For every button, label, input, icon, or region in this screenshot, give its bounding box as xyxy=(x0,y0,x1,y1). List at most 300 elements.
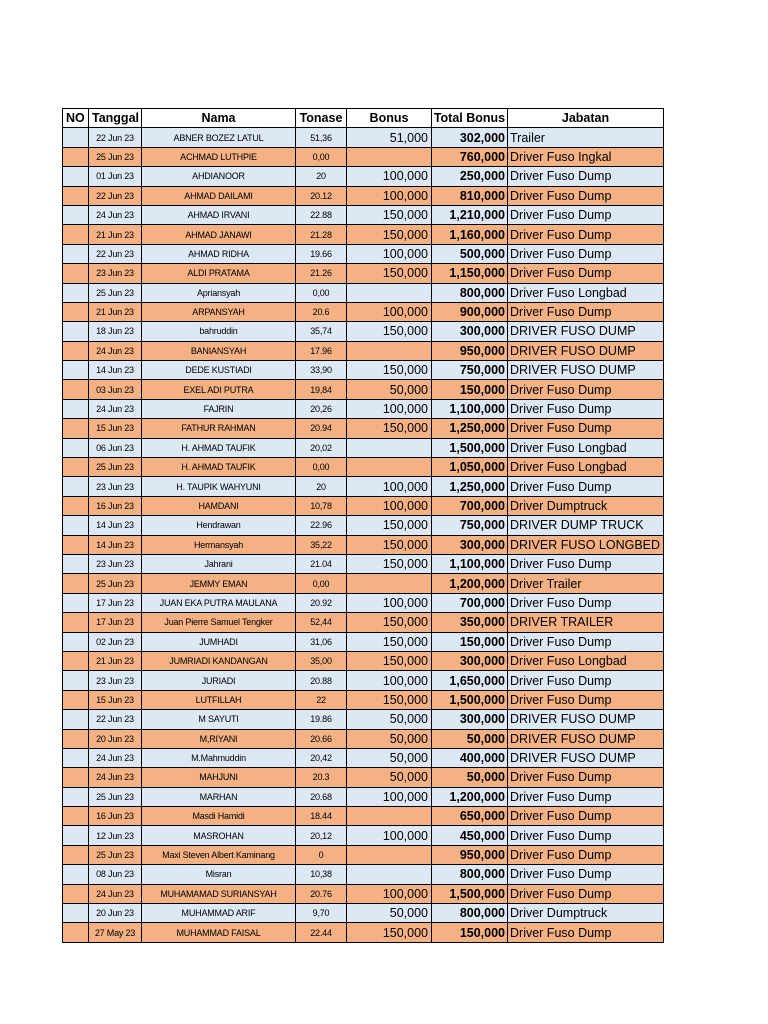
cell-tonase: 20,26 xyxy=(296,399,347,418)
cell-tanggal: 27 May 23 xyxy=(89,923,142,942)
cell-bonus xyxy=(347,807,432,826)
cell-no xyxy=(63,748,89,767)
cell-jabatan: Driver Fuso Dump xyxy=(508,923,664,942)
cell-tonase: 22.96 xyxy=(296,516,347,535)
cell-jabatan: DRIVER FUSO DUMP xyxy=(508,341,664,360)
table-row xyxy=(63,496,664,515)
cell-bonus: 50,000 xyxy=(347,904,432,923)
table-row xyxy=(63,225,664,244)
table-row xyxy=(63,128,664,147)
cell-tanggal: 21 Jun 23 xyxy=(89,302,142,321)
cell-no xyxy=(63,535,89,554)
cell-no xyxy=(63,690,89,709)
cell-bonus: 50,000 xyxy=(347,710,432,729)
cell-no xyxy=(63,244,89,263)
header-nama: Nama xyxy=(142,109,296,128)
cell-jabatan: Driver Fuso Dump xyxy=(508,205,664,224)
cell-bonus: 100,000 xyxy=(347,186,432,205)
cell-tanggal: 25 Jun 23 xyxy=(89,147,142,166)
cell-bonus: 100,000 xyxy=(347,671,432,690)
cell-total-bonus: 1,250,000 xyxy=(432,477,508,496)
cell-tonase: 20.12 xyxy=(296,186,347,205)
cell-total-bonus: 800,000 xyxy=(432,865,508,884)
cell-bonus: 150,000 xyxy=(347,690,432,709)
header-jabatan: Jabatan xyxy=(508,109,664,128)
cell-nama: JURIADI xyxy=(142,671,296,690)
cell-no xyxy=(63,477,89,496)
table-row xyxy=(63,283,664,302)
cell-tonase: 10,78 xyxy=(296,496,347,515)
cell-no xyxy=(63,729,89,748)
cell-nama: EXEL ADI PUTRA xyxy=(142,380,296,399)
cell-no xyxy=(63,632,89,651)
cell-total-bonus: 810,000 xyxy=(432,186,508,205)
cell-jabatan: Driver Dumptruck xyxy=(508,904,664,923)
cell-tonase: 20.94 xyxy=(296,419,347,438)
cell-bonus xyxy=(347,458,432,477)
cell-jabatan: Driver Fuso Longbad xyxy=(508,438,664,457)
cell-no xyxy=(63,884,89,903)
table-row xyxy=(63,361,664,380)
cell-tanggal: 24 Jun 23 xyxy=(89,341,142,360)
table-row xyxy=(63,729,664,748)
cell-tonase: 19,84 xyxy=(296,380,347,399)
cell-no xyxy=(63,516,89,535)
cell-bonus: 50,000 xyxy=(347,748,432,767)
cell-tonase: 20 xyxy=(296,477,347,496)
cell-jabatan: DRIVER FUSO DUMP xyxy=(508,361,664,380)
cell-jabatan: DRIVER FUSO DUMP xyxy=(508,729,664,748)
cell-no xyxy=(63,613,89,632)
cell-jabatan: Driver Fuso Dump xyxy=(508,380,664,399)
cell-tanggal: 08 Jun 23 xyxy=(89,865,142,884)
cell-total-bonus: 300,000 xyxy=(432,710,508,729)
cell-bonus: 100,000 xyxy=(347,593,432,612)
cell-bonus: 51,000 xyxy=(347,128,432,147)
cell-total-bonus: 1,100,000 xyxy=(432,554,508,573)
cell-tonase: 22.88 xyxy=(296,205,347,224)
table-row xyxy=(63,399,664,418)
cell-nama: Misran xyxy=(142,865,296,884)
cell-bonus: 150,000 xyxy=(347,205,432,224)
cell-no xyxy=(63,593,89,612)
cell-no xyxy=(63,438,89,457)
cell-jabatan: Driver Fuso Dump xyxy=(508,225,664,244)
cell-tanggal: 24 Jun 23 xyxy=(89,884,142,903)
table-row xyxy=(63,690,664,709)
table-row xyxy=(63,613,664,632)
cell-no xyxy=(63,845,89,864)
table-row xyxy=(63,438,664,457)
cell-tanggal: 12 Jun 23 xyxy=(89,826,142,845)
cell-jabatan: DRIVER FUSO DUMP xyxy=(508,710,664,729)
cell-nama: H. TAUPIK WAHYUNI xyxy=(142,477,296,496)
table-row xyxy=(63,632,664,651)
cell-total-bonus: 500,000 xyxy=(432,244,508,263)
cell-jabatan: Driver Dumptruck xyxy=(508,496,664,515)
cell-tanggal: 21 Jun 23 xyxy=(89,651,142,670)
cell-total-bonus: 150,000 xyxy=(432,380,508,399)
cell-tonase: 22.44 xyxy=(296,923,347,942)
cell-jabatan: DRIVER FUSO LONGBED xyxy=(508,535,664,554)
cell-jabatan: Driver Fuso Dump xyxy=(508,264,664,283)
cell-nama: MUHAMMAD FAISAL xyxy=(142,923,296,942)
header-bonus: Bonus xyxy=(347,109,432,128)
cell-nama: FAJRIN xyxy=(142,399,296,418)
cell-tanggal: 25 Jun 23 xyxy=(89,787,142,806)
cell-tanggal: 24 Jun 23 xyxy=(89,748,142,767)
cell-tonase: 20.88 xyxy=(296,671,347,690)
cell-no xyxy=(63,826,89,845)
cell-tanggal: 24 Jun 23 xyxy=(89,399,142,418)
table-row xyxy=(63,807,664,826)
cell-no xyxy=(63,904,89,923)
cell-total-bonus: 1,500,000 xyxy=(432,690,508,709)
cell-total-bonus: 1,050,000 xyxy=(432,458,508,477)
table-row xyxy=(63,574,664,593)
cell-tanggal: 24 Jun 23 xyxy=(89,205,142,224)
cell-no xyxy=(63,264,89,283)
table-row xyxy=(63,787,664,806)
cell-tonase: 35,00 xyxy=(296,651,347,670)
cell-nama: LUTFILLAH xyxy=(142,690,296,709)
header-no: NO xyxy=(63,109,89,128)
cell-total-bonus: 1,200,000 xyxy=(432,787,508,806)
cell-no xyxy=(63,768,89,787)
cell-no xyxy=(63,399,89,418)
cell-nama: Hendrawan xyxy=(142,516,296,535)
cell-nama: Masdi Hamidi xyxy=(142,807,296,826)
cell-tonase: 20,02 xyxy=(296,438,347,457)
cell-jabatan: DRIVER FUSO DUMP xyxy=(508,748,664,767)
cell-total-bonus: 1,250,000 xyxy=(432,419,508,438)
cell-tanggal: 25 Jun 23 xyxy=(89,283,142,302)
cell-tanggal: 14 Jun 23 xyxy=(89,361,142,380)
cell-tanggal: 22 Jun 23 xyxy=(89,128,142,147)
cell-no xyxy=(63,671,89,690)
cell-nama: JUMRIADI KANDANGAN xyxy=(142,651,296,670)
cell-bonus: 100,000 xyxy=(347,496,432,515)
table-row xyxy=(63,865,664,884)
cell-tonase: 20.3 xyxy=(296,768,347,787)
table-row xyxy=(63,923,664,942)
cell-bonus: 150,000 xyxy=(347,613,432,632)
cell-tanggal: 24 Jun 23 xyxy=(89,768,142,787)
cell-nama: JUMHADI xyxy=(142,632,296,651)
cell-jabatan: DRIVER FUSO DUMP xyxy=(508,322,664,341)
cell-nama: AHMAD DAILAMI xyxy=(142,186,296,205)
cell-no xyxy=(63,554,89,573)
cell-nama: JEMMY EMAN xyxy=(142,574,296,593)
cell-jabatan: Driver Fuso Dump xyxy=(508,826,664,845)
cell-no xyxy=(63,167,89,186)
cell-jabatan: Driver Fuso Ingkal xyxy=(508,147,664,166)
cell-total-bonus: 750,000 xyxy=(432,361,508,380)
cell-nama: JUAN EKA PUTRA MAULANA xyxy=(142,593,296,612)
cell-no xyxy=(63,225,89,244)
table-row xyxy=(63,477,664,496)
cell-nama: MUHAMAMAD SURIANSYAH xyxy=(142,884,296,903)
cell-tanggal: 14 Jun 23 xyxy=(89,516,142,535)
table-row xyxy=(63,341,664,360)
cell-total-bonus: 50,000 xyxy=(432,729,508,748)
cell-total-bonus: 300,000 xyxy=(432,535,508,554)
cell-tonase: 10,38 xyxy=(296,865,347,884)
cell-total-bonus: 950,000 xyxy=(432,341,508,360)
cell-jabatan: Driver Fuso Dump xyxy=(508,787,664,806)
cell-bonus xyxy=(347,341,432,360)
header-tanggal: Tanggal xyxy=(89,109,142,128)
cell-tanggal: 17 Jun 23 xyxy=(89,613,142,632)
cell-jabatan: Driver Fuso Dump xyxy=(508,302,664,321)
cell-nama: MARHAN xyxy=(142,787,296,806)
cell-jabatan: Trailer xyxy=(508,128,664,147)
cell-total-bonus: 302,000 xyxy=(432,128,508,147)
cell-nama: HAMDANI xyxy=(142,496,296,515)
cell-tonase: 33,90 xyxy=(296,361,347,380)
cell-no xyxy=(63,380,89,399)
cell-tanggal: 18 Jun 23 xyxy=(89,322,142,341)
cell-jabatan: Driver Trailer xyxy=(508,574,664,593)
cell-no xyxy=(63,651,89,670)
table-row xyxy=(63,322,664,341)
cell-bonus: 150,000 xyxy=(347,419,432,438)
cell-tonase: 0,00 xyxy=(296,574,347,593)
cell-tonase: 20.76 xyxy=(296,884,347,903)
cell-nama: BANIANSYAH xyxy=(142,341,296,360)
cell-nama: Jahrani xyxy=(142,554,296,573)
cell-tonase: 20 xyxy=(296,167,347,186)
cell-nama: ARPANSYAH xyxy=(142,302,296,321)
cell-tonase: 20.92 xyxy=(296,593,347,612)
cell-nama: Juan Pierre Samuel Tengker xyxy=(142,613,296,632)
cell-bonus xyxy=(347,865,432,884)
cell-total-bonus: 700,000 xyxy=(432,593,508,612)
cell-bonus: 150,000 xyxy=(347,923,432,942)
cell-bonus: 100,000 xyxy=(347,244,432,263)
cell-jabatan: Driver Fuso Dump xyxy=(508,186,664,205)
cell-no xyxy=(63,341,89,360)
cell-tanggal: 23 Jun 23 xyxy=(89,671,142,690)
cell-nama: AHMAD JANAWI xyxy=(142,225,296,244)
cell-bonus: 150,000 xyxy=(347,554,432,573)
cell-total-bonus: 450,000 xyxy=(432,826,508,845)
cell-bonus: 100,000 xyxy=(347,884,432,903)
cell-tanggal: 15 Jun 23 xyxy=(89,419,142,438)
cell-nama: MUHAMMAD ARIF xyxy=(142,904,296,923)
cell-tonase: 18.44 xyxy=(296,807,347,826)
cell-jabatan: Driver Fuso Dump xyxy=(508,807,664,826)
cell-total-bonus: 250,000 xyxy=(432,167,508,186)
cell-no xyxy=(63,865,89,884)
cell-jabatan: Driver Fuso Dump xyxy=(508,632,664,651)
cell-no xyxy=(63,807,89,826)
cell-tanggal: 23 Jun 23 xyxy=(89,554,142,573)
cell-bonus: 150,000 xyxy=(347,322,432,341)
cell-tonase: 19.66 xyxy=(296,244,347,263)
cell-tanggal: 23 Jun 23 xyxy=(89,477,142,496)
cell-no xyxy=(63,302,89,321)
cell-bonus: 100,000 xyxy=(347,787,432,806)
cell-total-bonus: 1,500,000 xyxy=(432,438,508,457)
cell-bonus: 100,000 xyxy=(347,167,432,186)
cell-total-bonus: 900,000 xyxy=(432,302,508,321)
table-row xyxy=(63,651,664,670)
cell-nama: Apriansyah xyxy=(142,283,296,302)
cell-total-bonus: 1,650,000 xyxy=(432,671,508,690)
cell-total-bonus: 1,160,000 xyxy=(432,225,508,244)
cell-tonase: 21.04 xyxy=(296,554,347,573)
cell-tonase: 52,44 xyxy=(296,613,347,632)
cell-tonase: 20,12 xyxy=(296,826,347,845)
cell-nama: FATHUR RAHMAN xyxy=(142,419,296,438)
cell-tonase: 20.68 xyxy=(296,787,347,806)
cell-tonase: 0,00 xyxy=(296,283,347,302)
cell-total-bonus: 800,000 xyxy=(432,904,508,923)
cell-tanggal: 01 Jun 23 xyxy=(89,167,142,186)
cell-no xyxy=(63,205,89,224)
cell-tanggal: 20 Jun 23 xyxy=(89,904,142,923)
cell-tanggal: 22 Jun 23 xyxy=(89,186,142,205)
cell-bonus xyxy=(347,845,432,864)
table-row xyxy=(63,147,664,166)
table-row xyxy=(63,904,664,923)
table-row xyxy=(63,516,664,535)
table-row xyxy=(63,186,664,205)
cell-total-bonus: 1,210,000 xyxy=(432,205,508,224)
cell-tanggal: 20 Jun 23 xyxy=(89,729,142,748)
table-row xyxy=(63,535,664,554)
cell-jabatan: Driver Fuso Dump xyxy=(508,690,664,709)
cell-tanggal: 16 Jun 23 xyxy=(89,496,142,515)
cell-no xyxy=(63,574,89,593)
cell-tonase: 31,06 xyxy=(296,632,347,651)
cell-no xyxy=(63,128,89,147)
table-row xyxy=(63,380,664,399)
cell-bonus: 150,000 xyxy=(347,361,432,380)
cell-bonus xyxy=(347,574,432,593)
cell-nama: Maxi Steven Albert Kaminang xyxy=(142,845,296,864)
cell-nama: Hermansyah xyxy=(142,535,296,554)
cell-tonase: 51,36 xyxy=(296,128,347,147)
table-row xyxy=(63,845,664,864)
cell-nama: ALDI PRATAMA xyxy=(142,264,296,283)
cell-tanggal: 22 Jun 23 xyxy=(89,710,142,729)
table-row xyxy=(63,458,664,477)
table-row xyxy=(63,826,664,845)
cell-tonase: 20,42 xyxy=(296,748,347,767)
cell-total-bonus: 1,500,000 xyxy=(432,884,508,903)
cell-jabatan: Driver Fuso Dump xyxy=(508,477,664,496)
table-row xyxy=(63,768,664,787)
cell-tonase: 35,22 xyxy=(296,535,347,554)
cell-no xyxy=(63,419,89,438)
cell-tonase: 35,74 xyxy=(296,322,347,341)
cell-tanggal: 16 Jun 23 xyxy=(89,807,142,826)
cell-jabatan: Driver Fuso Dump xyxy=(508,554,664,573)
cell-jabatan: Driver Fuso Dump xyxy=(508,244,664,263)
cell-jabatan: Driver Fuso Longbad xyxy=(508,283,664,302)
cell-nama: AHMAD RIDHA xyxy=(142,244,296,263)
cell-tanggal: 22 Jun 23 xyxy=(89,244,142,263)
cell-jabatan: Driver Fuso Dump xyxy=(508,167,664,186)
cell-tanggal: 06 Jun 23 xyxy=(89,438,142,457)
cell-tonase: 20.66 xyxy=(296,729,347,748)
cell-bonus xyxy=(347,283,432,302)
cell-tanggal: 25 Jun 23 xyxy=(89,458,142,477)
cell-nama: M,RIYANI xyxy=(142,729,296,748)
cell-total-bonus: 800,000 xyxy=(432,283,508,302)
table-body xyxy=(63,128,664,942)
cell-total-bonus: 1,150,000 xyxy=(432,264,508,283)
cell-jabatan: Driver Fuso Dump xyxy=(508,399,664,418)
cell-bonus: 50,000 xyxy=(347,729,432,748)
cell-nama: H. AHMAD TAUFIK xyxy=(142,438,296,457)
cell-tonase: 17.96 xyxy=(296,341,347,360)
cell-jabatan: DRIVER TRAILER xyxy=(508,613,664,632)
cell-bonus: 100,000 xyxy=(347,477,432,496)
cell-nama: MAHJUNI xyxy=(142,768,296,787)
cell-bonus: 50,000 xyxy=(347,768,432,787)
bonus-table xyxy=(62,108,664,943)
cell-no xyxy=(63,710,89,729)
cell-bonus: 150,000 xyxy=(347,651,432,670)
table-row xyxy=(63,748,664,767)
cell-jabatan: Driver Fuso Dump xyxy=(508,671,664,690)
cell-total-bonus: 1,200,000 xyxy=(432,574,508,593)
cell-tonase: 21.28 xyxy=(296,225,347,244)
cell-nama: M.Mahmuddin xyxy=(142,748,296,767)
cell-no xyxy=(63,147,89,166)
cell-total-bonus: 350,000 xyxy=(432,613,508,632)
cell-total-bonus: 950,000 xyxy=(432,845,508,864)
cell-jabatan: Driver Fuso Dump xyxy=(508,593,664,612)
cell-tanggal: 02 Jun 23 xyxy=(89,632,142,651)
cell-no xyxy=(63,186,89,205)
cell-bonus: 150,000 xyxy=(347,516,432,535)
cell-jabatan: Driver Fuso Dump xyxy=(508,845,664,864)
cell-tonase: 22 xyxy=(296,690,347,709)
cell-jabatan: Driver Fuso Longbad xyxy=(508,458,664,477)
cell-tanggal: 23 Jun 23 xyxy=(89,264,142,283)
cell-total-bonus: 760,000 xyxy=(432,147,508,166)
cell-nama: ACHMAD LUTHPIE xyxy=(142,147,296,166)
cell-nama: AHDIANOOR xyxy=(142,167,296,186)
cell-tanggal: 25 Jun 23 xyxy=(89,574,142,593)
cell-no xyxy=(63,787,89,806)
cell-jabatan: Driver Fuso Dump xyxy=(508,768,664,787)
cell-nama: ABNER BOZEZ LATUL xyxy=(142,128,296,147)
cell-tonase: 9,70 xyxy=(296,904,347,923)
cell-bonus xyxy=(347,438,432,457)
table-row xyxy=(63,419,664,438)
header-row xyxy=(63,109,664,128)
table-row xyxy=(63,167,664,186)
cell-total-bonus: 1,100,000 xyxy=(432,399,508,418)
cell-bonus: 150,000 xyxy=(347,535,432,554)
cell-tanggal: 21 Jun 23 xyxy=(89,225,142,244)
table-row xyxy=(63,244,664,263)
cell-bonus: 50,000 xyxy=(347,380,432,399)
cell-tonase: 19.86 xyxy=(296,710,347,729)
cell-bonus: 150,000 xyxy=(347,632,432,651)
header-total-bonus: Total Bonus xyxy=(432,109,508,128)
cell-tonase: 0,00 xyxy=(296,458,347,477)
cell-tanggal: 25 Jun 23 xyxy=(89,845,142,864)
cell-total-bonus: 300,000 xyxy=(432,322,508,341)
table-row xyxy=(63,884,664,903)
cell-bonus: 150,000 xyxy=(347,264,432,283)
